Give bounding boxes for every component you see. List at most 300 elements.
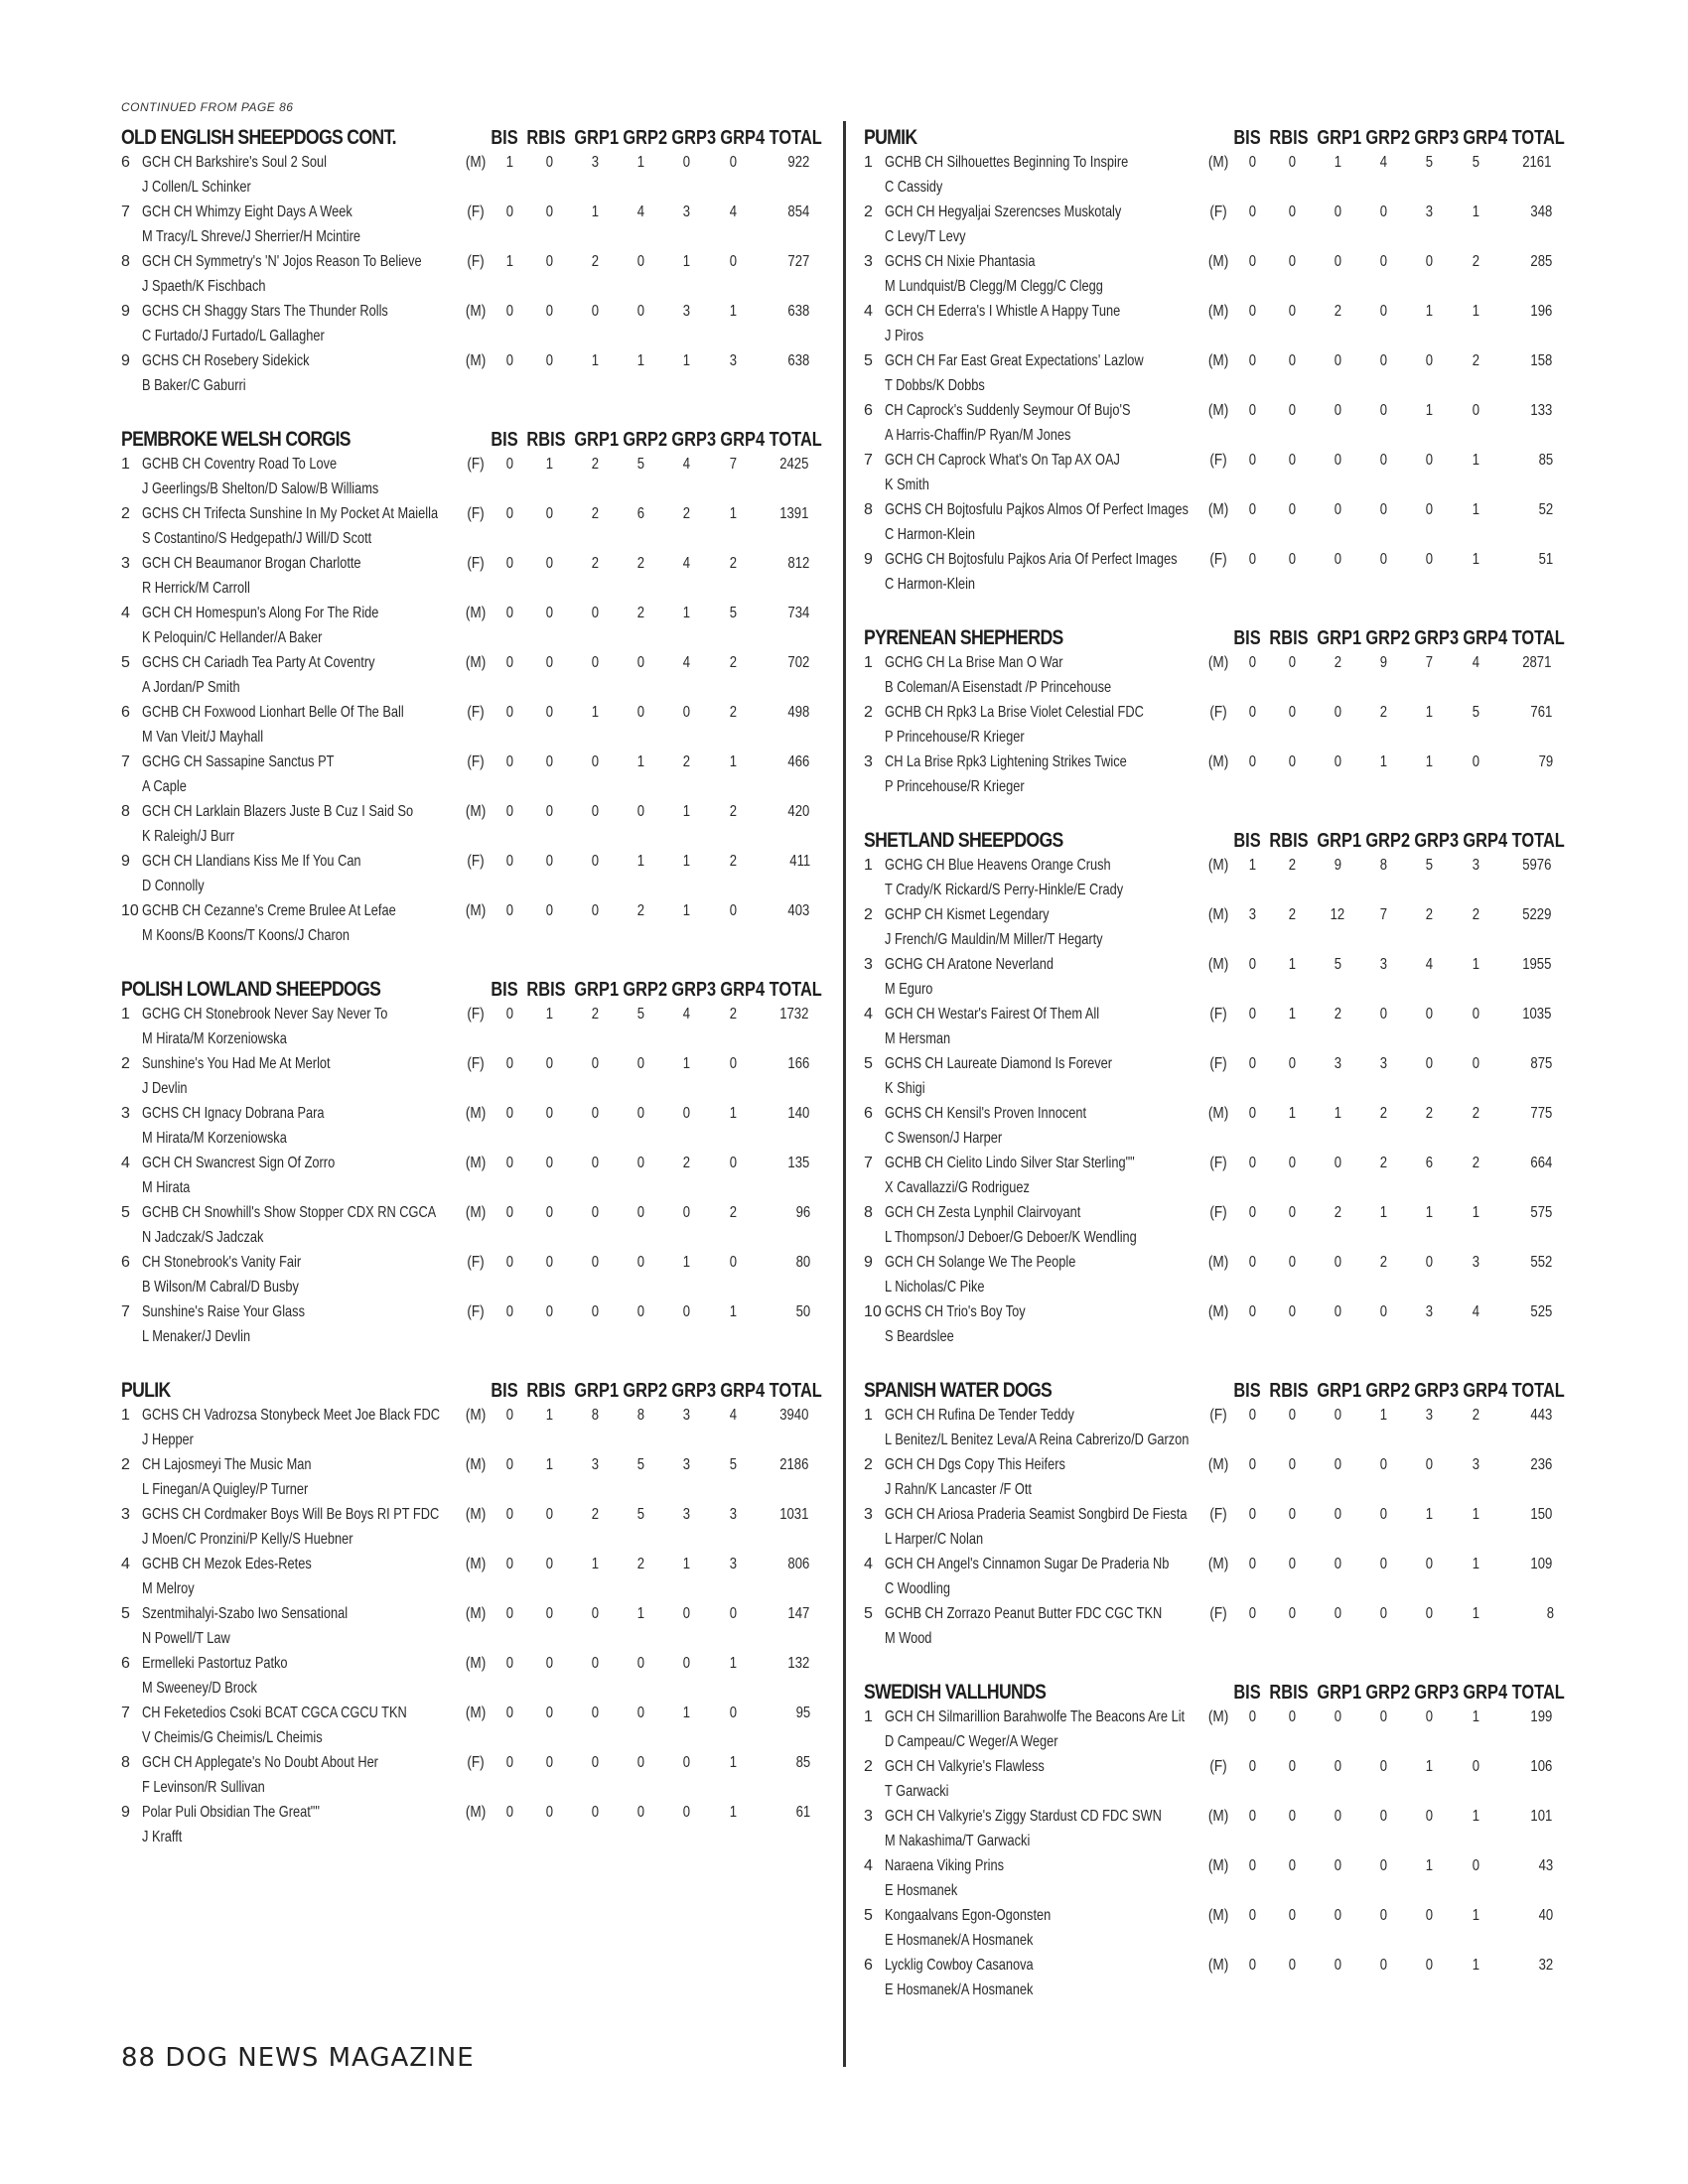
stat-rbis: [1270, 150, 1315, 200]
section-title: PYRENEAN SHEPHERDS: [864, 626, 1063, 649]
stat-grp4: [710, 849, 756, 898]
rank-number: 5: [864, 1055, 873, 1072]
stat-value: 2: [1472, 253, 1479, 270]
stat-rbis: [1270, 497, 1315, 547]
dog-name: GCHS CH Shaggy Stars The Thunder Rolls: [141, 303, 388, 320]
stat-grp1: [1315, 1250, 1360, 1299]
rank-number: 4: [121, 1556, 130, 1572]
stat-value: 922: [787, 154, 810, 171]
stat-value: 1: [729, 1754, 737, 1771]
stat-value: 2: [683, 753, 691, 770]
stat-value: 2: [636, 605, 645, 621]
rank-number: 6: [121, 154, 130, 171]
column-header-rbis: RBIS: [1269, 1380, 1309, 1402]
stat-value: 0: [1288, 253, 1296, 270]
section-header: [121, 123, 822, 150]
owner-names: M Eguro: [884, 981, 933, 998]
sex-label: (M): [466, 1804, 487, 1821]
stat-bis: [492, 1651, 526, 1701]
dog-info: [142, 650, 460, 700]
column-header-grp4: GRP4: [1463, 1682, 1508, 1704]
stat-bis: [1235, 1002, 1269, 1051]
column-header-grp2: GRP2: [623, 979, 668, 1001]
column-header-bis: BIS: [1233, 627, 1261, 649]
stat-bis: [492, 1750, 526, 1800]
section-header: [121, 975, 822, 1002]
stat-value: 0: [636, 1105, 645, 1122]
stat-grp1: [1315, 1452, 1360, 1502]
stat-value: 150: [1530, 1506, 1553, 1523]
rank-number: 5: [121, 654, 130, 671]
stat-grp3: [664, 700, 710, 750]
stat-value: 0: [636, 303, 645, 320]
stat-rbis: [527, 601, 572, 650]
stat-value: 5: [636, 1456, 645, 1473]
stat-grp2: [618, 1601, 663, 1651]
stat-value: 2425: [779, 456, 809, 473]
stat-grp2: [1360, 1903, 1406, 1953]
stat-total: [756, 1403, 816, 1452]
stat-value: 1: [545, 1006, 553, 1023]
stat-grp4: [710, 1601, 756, 1651]
stat-grp2: [1360, 902, 1406, 952]
stat-total: [1498, 348, 1559, 398]
stat-value: 1: [636, 352, 645, 369]
stat-value: 0: [1288, 1957, 1296, 1974]
dog-name: Ermelleki Pastortuz Patko: [141, 1655, 288, 1672]
stat-value: 2: [729, 654, 737, 671]
stat-grp3: [664, 150, 710, 200]
stat-grp4: [710, 1101, 756, 1151]
stat-value: 1: [729, 1105, 737, 1122]
stat-bis: [1235, 448, 1269, 497]
stat-value: 0: [591, 654, 599, 671]
stat-value: 85: [795, 1754, 811, 1771]
stat-value: 0: [1288, 1055, 1296, 1072]
stat-grp1: [572, 1403, 618, 1452]
column-header-grp4: GRP4: [720, 1380, 766, 1402]
stat-total: [1498, 1200, 1559, 1250]
stat-grp4: [1453, 700, 1498, 750]
dog-info: [142, 1552, 460, 1601]
stat-grp4: [1453, 1250, 1498, 1299]
stat-grp1: [572, 249, 618, 299]
stat-value: 2: [1472, 352, 1479, 369]
stat-grp1: [572, 1750, 618, 1800]
stat-value: 0: [1334, 1605, 1341, 1622]
stat-value: 638: [787, 303, 810, 320]
stat-grp2: [618, 1299, 663, 1349]
owner-names: C Levy/T Levy: [884, 228, 966, 245]
owner-names: M Koons/B Koons/T Koons/J Charon: [141, 927, 350, 944]
stat-grp4: [1453, 902, 1498, 952]
stat-grp4: [710, 1051, 756, 1101]
stat-grp3: [1407, 1502, 1453, 1552]
stat-value: 0: [505, 1506, 514, 1523]
stat-grp4: [710, 700, 756, 750]
stat-bis: [1235, 1151, 1269, 1200]
stat-bis: [492, 1250, 526, 1299]
stat-value: 2: [729, 555, 737, 572]
stat-value: 0: [683, 1804, 691, 1821]
stat-rbis: [527, 1601, 572, 1651]
stat-grp3: [1407, 547, 1453, 597]
dog-name: GCHB CH Cielito Lindo Silver Star Sterling"": [884, 1155, 1135, 1171]
dog-name: GCH CH Larklain Blazers Juste B Cuz I Said So: [141, 803, 413, 820]
stat-total: [756, 200, 816, 249]
sex-label: (M): [1208, 1708, 1229, 1725]
stat-value: 0: [1248, 1456, 1257, 1473]
stat-value: 0: [1472, 1055, 1479, 1072]
stat-total: [1498, 200, 1559, 249]
sex-label: (F): [1209, 1204, 1228, 1221]
stat-rbis: [527, 700, 572, 750]
dog-info: [142, 551, 460, 601]
stat-value: 80: [795, 1254, 811, 1271]
dog-info: [142, 1299, 460, 1349]
stat-value: 2: [1334, 303, 1341, 320]
stat-grp1: [1315, 650, 1360, 700]
sex-label: (F): [467, 1754, 486, 1771]
stat-value: 0: [591, 902, 599, 919]
stat-grp4: [1453, 448, 1498, 497]
stat-value: 8: [636, 1407, 645, 1424]
stat-value: 0: [1379, 1857, 1388, 1874]
stat-value: 166: [787, 1055, 810, 1072]
dog-info: [142, 1403, 460, 1452]
stat-value: 0: [1426, 352, 1434, 369]
stat-grp4: [1453, 1101, 1498, 1151]
stat-value: 1: [591, 352, 599, 369]
stat-value: 3: [729, 1556, 737, 1572]
stat-value: 0: [1334, 253, 1341, 270]
stat-value: 0: [1426, 1055, 1434, 1072]
stat-value: 0: [505, 505, 514, 522]
stat-value: 0: [1248, 1105, 1257, 1122]
rank-number: 5: [121, 1605, 130, 1622]
stat-value: 0: [505, 1254, 514, 1271]
stat-value: 0: [591, 605, 599, 621]
dog-name: GCH CH Valkyrie's Flawless: [884, 1758, 1045, 1775]
stat-value: 3: [1472, 1254, 1479, 1271]
stat-value: 0: [591, 853, 599, 870]
stat-value: 0: [591, 803, 599, 820]
stat-grp3: [664, 1601, 710, 1651]
stat-grp3: [664, 750, 710, 799]
stat-total: [756, 1250, 816, 1299]
stat-value: 0: [1334, 753, 1341, 770]
stat-grp4: [1453, 348, 1498, 398]
stat-value: 0: [1248, 154, 1257, 171]
stat-value: 2: [636, 1556, 645, 1572]
table-row: [121, 1452, 816, 1502]
column-header-total: TOTAL: [1511, 127, 1565, 149]
table-row: [864, 1953, 1559, 2002]
stat-bis: [1235, 902, 1269, 952]
stat-value: 7: [1426, 654, 1434, 671]
owner-names: B Baker/C Gaburri: [141, 377, 246, 394]
dog-info: [142, 1051, 460, 1101]
stat-value: 0: [545, 704, 553, 721]
stat-bis: [492, 1151, 526, 1200]
column-header-rbis: RBIS: [1269, 1682, 1309, 1704]
sex-label: (M): [1208, 753, 1229, 770]
breed-section: [864, 123, 1565, 597]
stat-rbis: [1270, 1403, 1315, 1452]
stat-grp3: [664, 452, 710, 501]
table-row: [864, 853, 1559, 902]
section-header: [121, 1376, 822, 1403]
stat-grp1: [1315, 398, 1360, 448]
dog-info: [885, 902, 1202, 952]
stat-grp2: [618, 150, 663, 200]
table-row: [121, 501, 816, 551]
stat-value: 0: [1248, 1857, 1257, 1874]
stat-grp3: [1407, 1250, 1453, 1299]
stat-grp4: [1453, 1754, 1498, 1804]
stat-total: [1498, 1601, 1559, 1651]
stat-value: 1: [1288, 956, 1296, 973]
stat-value: 140: [787, 1105, 810, 1122]
sex-label: (M): [1208, 1808, 1229, 1825]
dog-info: [885, 249, 1202, 299]
stat-bis: [1235, 1705, 1269, 1754]
sex-label: (M): [1208, 154, 1229, 171]
stat-grp1: [572, 1200, 618, 1250]
stat-rbis: [527, 1200, 572, 1250]
stat-value: 4: [683, 1006, 691, 1023]
stat-value: 0: [683, 704, 691, 721]
table-row: [121, 348, 816, 398]
stat-value: 0: [505, 1303, 514, 1320]
stat-grp1: [572, 348, 618, 398]
stat-bis: [1235, 1200, 1269, 1250]
stat-grp4: [710, 200, 756, 249]
sex-label: (M): [1208, 906, 1229, 923]
stat-value: 0: [1288, 654, 1296, 671]
stat-value: 1: [636, 154, 645, 171]
stat-value: 0: [505, 1605, 514, 1622]
sex-label: (M): [466, 1456, 487, 1473]
stat-value: 5: [1472, 704, 1479, 721]
stat-value: 3: [1426, 204, 1434, 220]
stat-rbis: [1270, 1903, 1315, 1953]
rank-number: 2: [864, 1758, 873, 1775]
stat-value: 1: [1426, 1857, 1434, 1874]
stat-grp4: [710, 1552, 756, 1601]
stat-value: 0: [1288, 204, 1296, 220]
stat-grp3: [1407, 398, 1453, 448]
stat-grp2: [618, 249, 663, 299]
stat-grp3: [1407, 952, 1453, 1002]
stat-value: 1: [1379, 1204, 1388, 1221]
stat-bis: [1235, 853, 1269, 902]
stat-value: 1: [1472, 956, 1479, 973]
stat-grp4: [710, 249, 756, 299]
dog-info: [142, 750, 460, 799]
stat-bis: [492, 299, 526, 348]
stat-bis: [1235, 348, 1269, 398]
stat-grp3: [664, 1651, 710, 1701]
stat-grp4: [1453, 497, 1498, 547]
stat-value: 3: [1472, 857, 1479, 874]
table-row: [864, 249, 1559, 299]
stat-grp3: [664, 1151, 710, 1200]
stat-bis: [492, 700, 526, 750]
stat-value: 0: [1334, 1758, 1341, 1775]
sex-label: (M): [466, 1506, 487, 1523]
sex-label: (F): [467, 456, 486, 473]
stat-bis: [1235, 249, 1269, 299]
column-header-grp1: GRP1: [574, 127, 620, 149]
stat-value: 2: [729, 1006, 737, 1023]
table-row: [864, 1299, 1559, 1349]
table-row: [864, 1502, 1559, 1552]
owner-names: C Furtado/J Furtado/L Gallagher: [141, 328, 325, 344]
stat-grp2: [1360, 1705, 1406, 1754]
stat-grp1: [572, 1601, 618, 1651]
table-row: [864, 1250, 1559, 1299]
stat-value: 0: [1288, 1605, 1296, 1622]
stat-value: 0: [1248, 1303, 1257, 1320]
stat-grp4: [1453, 1502, 1498, 1552]
stat-grp3: [664, 799, 710, 849]
stat-grp1: [572, 1250, 618, 1299]
dog-name: GCHG CH Bojtosfulu Pajkos Aria Of Perfect Images: [884, 551, 1178, 568]
stat-total: [756, 1151, 816, 1200]
stat-total: [756, 249, 816, 299]
rank-number: 2: [864, 704, 873, 721]
stat-bis: [1235, 398, 1269, 448]
stat-value: 2: [729, 1204, 737, 1221]
stat-grp3: [664, 551, 710, 601]
dog-info: [142, 1701, 460, 1750]
stat-bis: [492, 750, 526, 799]
table-row: [864, 1452, 1559, 1502]
stat-value: 702: [787, 654, 810, 671]
table-row: [121, 1002, 816, 1051]
stat-value: 0: [1248, 452, 1257, 469]
stat-rbis: [1270, 853, 1315, 902]
stat-grp4: [1453, 1853, 1498, 1903]
stat-value: 40: [1538, 1907, 1554, 1924]
stat-grp1: [572, 1002, 618, 1051]
owner-names: J Krafft: [141, 1829, 183, 1845]
dog-name: GCH CH Solange We The People: [884, 1254, 1076, 1271]
stat-value: 0: [505, 902, 514, 919]
stat-value: 0: [1379, 1957, 1388, 1974]
stat-total: [1498, 1250, 1559, 1299]
owner-names: J Geerlings/B Shelton/D Salow/B Williams: [141, 480, 379, 497]
stat-grp2: [618, 200, 663, 249]
stat-value: 3940: [779, 1407, 809, 1424]
stat-value: 0: [1248, 551, 1257, 568]
table-row: [864, 299, 1559, 348]
stat-rbis: [527, 1250, 572, 1299]
stat-value: 0: [1379, 1708, 1388, 1725]
stat-value: 101: [1530, 1808, 1553, 1825]
stat-value: 1: [505, 253, 514, 270]
stat-grp4: [710, 799, 756, 849]
dog-info: [142, 1651, 460, 1701]
stat-value: 0: [545, 505, 553, 522]
column-header-grp4: GRP4: [1463, 830, 1508, 852]
column-header-bis: BIS: [1233, 127, 1261, 149]
column-header-bis: BIS: [491, 1380, 518, 1402]
dog-info: [142, 1601, 460, 1651]
stat-value: 2: [591, 555, 599, 572]
owner-names: R Herrick/M Carroll: [141, 580, 250, 597]
stat-value: 1: [1472, 1957, 1479, 1974]
stat-grp4: [710, 551, 756, 601]
section-header: [864, 1376, 1565, 1403]
table-row: [864, 1002, 1559, 1051]
sex-label: (M): [466, 1605, 487, 1622]
table-row: [121, 1601, 816, 1651]
column-header-bis: BIS: [491, 429, 518, 451]
stat-value: 1035: [1522, 1006, 1552, 1023]
stat-value: 1: [1334, 1105, 1341, 1122]
stat-grp4: [710, 1800, 756, 1849]
dog-name: CH Feketedios Csoki BCAT CGCA CGCU TKN: [141, 1705, 407, 1721]
stat-value: 0: [591, 303, 599, 320]
column-header-grp2: GRP2: [623, 127, 668, 149]
stat-value: 2: [1334, 654, 1341, 671]
dog-info: [885, 1200, 1202, 1250]
section-header: [864, 123, 1565, 150]
column-header-grp2: GRP2: [623, 1380, 668, 1402]
stat-value: 1: [1426, 402, 1434, 419]
column-header-grp1: GRP1: [1317, 1682, 1362, 1704]
stat-rbis: [527, 150, 572, 200]
stat-value: 0: [1472, 1006, 1479, 1023]
sex-label: (M): [1208, 1556, 1229, 1572]
stat-bis: [1235, 497, 1269, 547]
stat-value: 95: [795, 1705, 811, 1721]
stat-grp1: [572, 1502, 618, 1552]
stat-value: 0: [505, 1754, 514, 1771]
rank-number: 10: [121, 902, 139, 919]
table-row: [864, 650, 1559, 700]
dog-name: GCH CH Applegate's No Doubt About Her: [141, 1754, 378, 1771]
table-row: [864, 1101, 1559, 1151]
stat-total: [756, 299, 816, 348]
stat-value: 0: [1334, 1506, 1341, 1523]
dog-info: [142, 1200, 460, 1250]
stat-rbis: [527, 1750, 572, 1800]
rank-number: 6: [864, 1105, 873, 1122]
stat-value: 85: [1538, 452, 1554, 469]
stat-value: 0: [1248, 1556, 1257, 1572]
stat-grp2: [618, 849, 663, 898]
stat-grp1: [1315, 448, 1360, 497]
sex-label: (F): [1209, 551, 1228, 568]
stat-grp2: [1360, 1051, 1406, 1101]
table-row: [121, 1552, 816, 1601]
table-row: [121, 1701, 816, 1750]
stat-value: 196: [1530, 303, 1553, 320]
stat-value: 0: [729, 1254, 737, 1271]
table-row: [121, 700, 816, 750]
stat-value: 0: [1426, 1808, 1434, 1825]
stat-grp1: [572, 750, 618, 799]
stat-value: 0: [1426, 253, 1434, 270]
column-header-rbis: RBIS: [526, 1380, 566, 1402]
stat-rbis: [527, 452, 572, 501]
stat-total: [1498, 1299, 1559, 1349]
stat-total: [1498, 1804, 1559, 1853]
sex-label: (F): [1209, 204, 1228, 220]
